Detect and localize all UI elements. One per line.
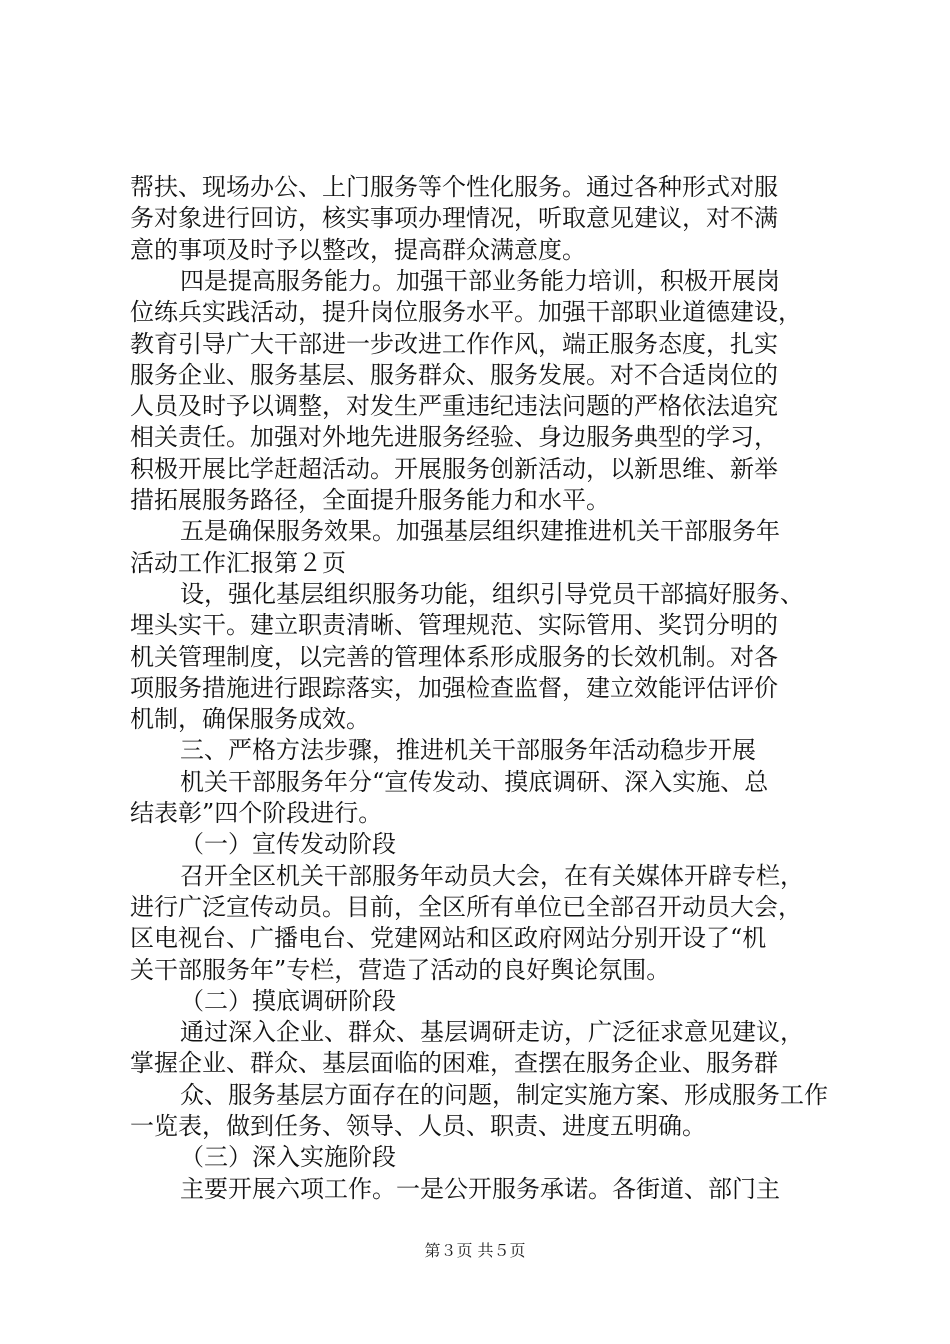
text-line: 众、服务基层方面存在的问题，制定实施方案、形成服务工作 — [180, 1080, 828, 1109]
text-line: 活动工作汇报第２页 — [130, 548, 346, 577]
text-line: 五是确保服务效果。加强基层组织建推进机关干部服务年 — [180, 517, 780, 546]
text-line: 关干部服务年”专栏，营造了活动的良好舆论氛围。 — [130, 955, 671, 984]
text-line: 人员及时予以调整，对发生严重违纪违法问题的严格依法追究 — [130, 392, 778, 421]
section-heading: 三、严格方法步骤，推进机关干部服务年活动稳步开展 — [180, 736, 756, 765]
text-line: 务对象进行回访，核实事项办理情况，听取意见建议，对不满 — [130, 204, 778, 233]
text-line: 教育引导广大干部进一步改进工作作风，端正服务态度，扎实 — [130, 329, 778, 358]
text-line: 位练兵实践活动，提升岗位服务水平。加强干部职业道德建设， — [130, 298, 802, 327]
text-line: 帮扶、现场办公、上门服务等个性化服务。通过各种形式对服 — [130, 173, 778, 201]
subsection-heading: （三）深入实施阶段 — [180, 1143, 396, 1172]
text-line: 区电视台、广播电台、党建网站和区政府网站分别开设了“机 — [130, 924, 767, 953]
subsection-heading: （一）宣传发动阶段 — [180, 830, 396, 859]
text-line: 机关干部服务年分“宣传发动、摸底调研、深入实施、总 — [180, 767, 769, 796]
text-line: 一览表，做到任务、领导、人员、职责、进度五明确。 — [130, 1112, 706, 1140]
text-line: 服务企业、服务基层、服务群众、服务发展。对不合适岗位的 — [130, 360, 778, 389]
subsection-heading: （二）摸底调研阶段 — [180, 986, 396, 1015]
text-line: 机制，确保服务成效。 — [130, 705, 370, 734]
text-line: 项服务措施进行跟踪落实，加强检查监督，建立效能评估评价 — [130, 673, 778, 702]
text-line: 积极开展比学赶超活动。开展服务创新活动，以新思维、新举 — [130, 454, 778, 483]
text-line: 主要开展六项工作。一是公开服务承诺。各街道、部门主 — [180, 1174, 780, 1203]
text-line: 通过深入企业、群众、基层调研走访，广泛征求意见建议， — [180, 1018, 804, 1047]
text-line: 设，强化基层组织服务功能，组织引导党员干部搞好服务、 — [180, 579, 804, 608]
text-line: 掌握企业、群众、基层面临的困难，查摆在服务企业、服务群 — [130, 1049, 778, 1078]
text-line: 进行广泛宣传动员。目前，全区所有单位已全部召开动员大会， — [130, 892, 802, 921]
text-line: 意的事项及时予以整改，提高群众满意度。 — [130, 235, 586, 264]
text-line: 结表彰”四个阶段进行。 — [130, 799, 383, 827]
text-line: 埋头实干。建立职责清晰、管理规范、实际管用、奖罚分明的 — [130, 611, 778, 640]
text-line: 召开全区机关干部服务年动员大会，在有关媒体开辟专栏， — [180, 861, 804, 890]
page-footer: 第３页 共５页 — [424, 1241, 526, 1260]
text-line: 措拓展服务路径，全面提升服务能力和水平。 — [130, 486, 610, 514]
text-line: 机关管理制度，以完善的管理体系形成服务的长效机制。对各 — [130, 642, 778, 671]
text-line: 四是提高服务能力。加强干部业务能力培训，积极开展岗 — [180, 266, 780, 295]
text-line: 相关责任。加强对外地先进服务经验、身边服务典型的学习， — [130, 423, 778, 452]
